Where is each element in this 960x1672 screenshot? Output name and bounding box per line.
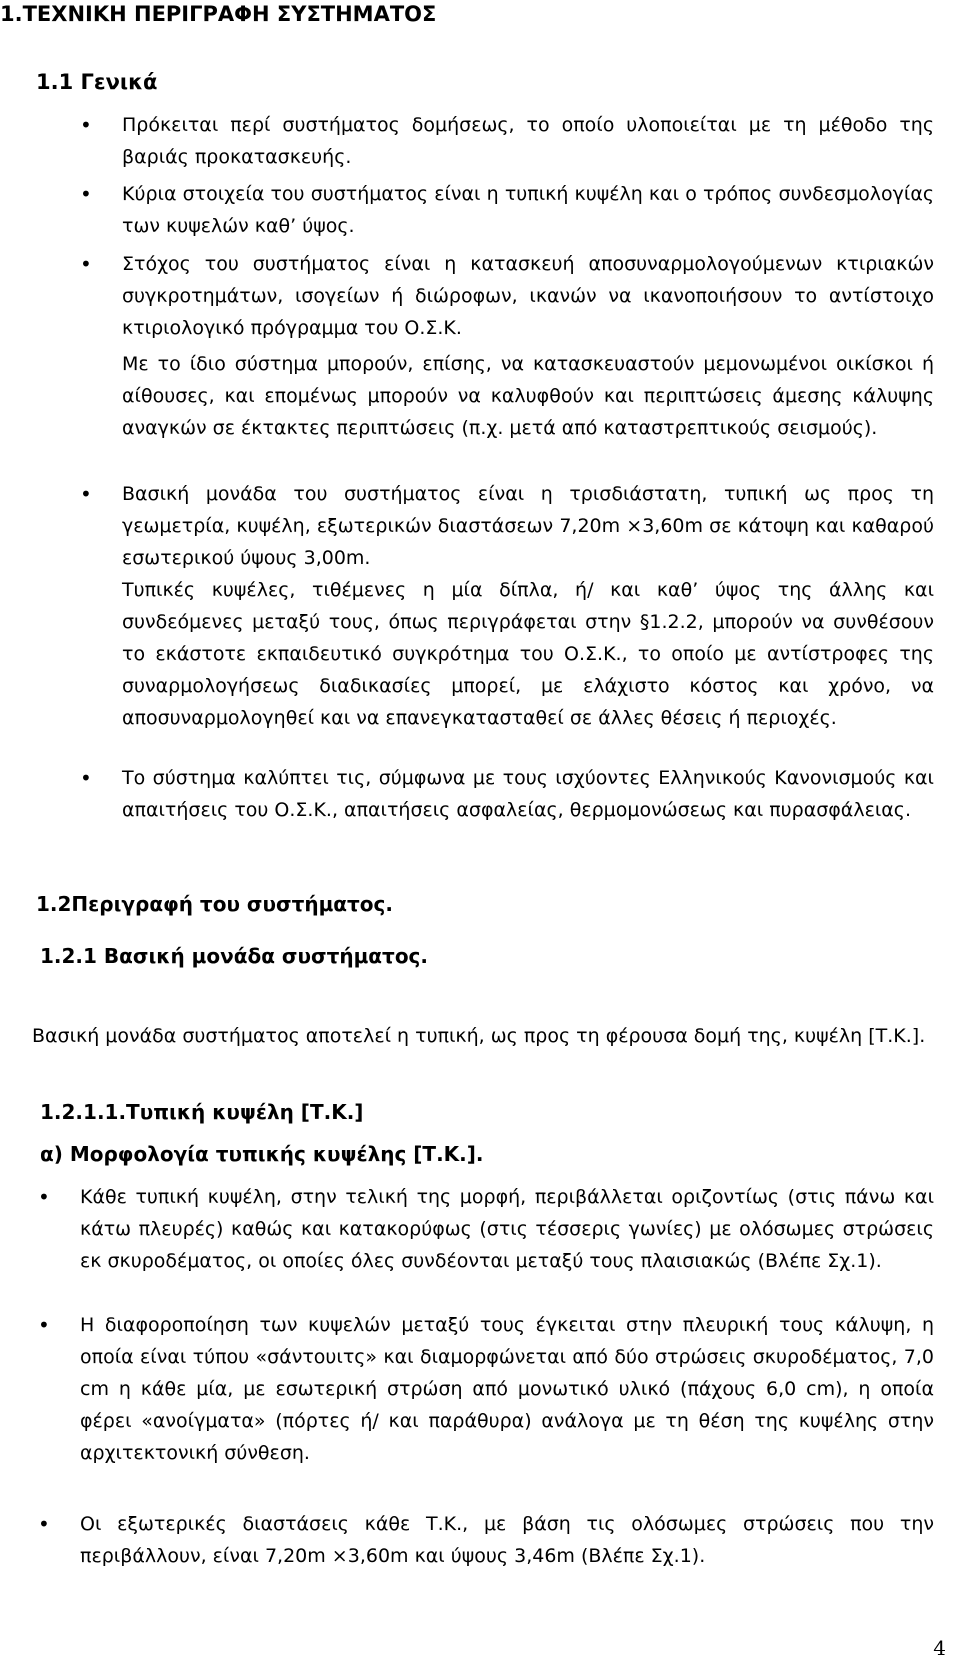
paragraph-general-2: Κύρια στοιχεία του συστήματος είναι η τυπική κυψέλη και ο τρόπος συνδεσμολογίας των κυψελών καθ’ ύψος. [122, 183, 934, 237]
page-number: 4 [933, 1636, 946, 1660]
heading-cell-morphology: α) Μορφολογία τυπικής κυψέλης [Τ.Κ.]. [40, 1142, 484, 1166]
paragraph-general-1: Πρόκειται περί συστήματος δομήσεως, το οποίο υλοποιείται με τη μέθοδο της βαριάς προκατασκευής. [122, 114, 934, 168]
paragraph-morphology-2: Η διαφοροποίηση των κυψελών μεταξύ τους έγκειται στην πλευρική τους κάλυψη, η οποία είναι τύπου «σάντουιτς» και διαμορφώνεται από δύο στρώσεις σκυροδέματος, 7,0 cm η κάθε μία, με εσωτερική στρώση από μονωτικό υλικό (πάχους 6,0 cm), η οποία φέρει «ανοίγματα» (πόρτες ή/ και παράθυρα) ανάλογα με τη θέση της κυψέλης στην αρχιτεκτονική σύνθεση. [80, 1314, 934, 1464]
bullet-marker: • [80, 113, 92, 137]
paragraph-morphology-1: Κάθε τυπική κυψέλη, στην τελική της μορφή, περιβάλλεται οριζοντίως (στις πάνω και κάτω πλευρές) καθώς και κατακορύφως (στις τέσσερις γωνίες) με ολόσωμες στρώσεις εκ σκυροδέματος, οι οποίες όλες συνδέονται μεταξύ τους πλαισιακώς (Βλέπε Σχ.1). [80, 1186, 934, 1272]
bullet-marker: • [38, 1185, 50, 1209]
heading-typical-cell: 1.2.1.1.Τυπική κυψέλη [Τ.Κ.] [40, 1100, 364, 1124]
heading-basic-unit: 1.2.1 Βασική μονάδα συστήματος. [40, 944, 429, 968]
bullet-marker: • [80, 766, 92, 790]
heading-general: 1.1 Γενικά [36, 70, 158, 94]
paragraph-general-4: Βασική μονάδα του συστήματος είναι η τρισδιάστατη, τυπική ως προς τη γεωμετρία, κυψέλη, εξωτερικών διαστάσεων 7,20m ×3,60m σε κάτοψη και καθαρού εσωτερικού ύψους 3,00m. [122, 483, 934, 569]
paragraph-general-3: Στόχος του συστήματος είναι η κατασκευή αποσυναρμολογούμενων κτιριακών συγκροτημάτων, ισογείων ή διώροφων, ικανών να ικανοποιήσουν το αντίστοιχο κτιριολογικό πρόγραμμα του Ο.Σ.Κ. [122, 253, 934, 339]
bullet-marker: • [38, 1512, 50, 1536]
heading-system-description: 1.2Περιγραφή του συστήματος. [36, 892, 393, 916]
paragraph-morphology-3: Οι εξωτερικές διαστάσεις κάθε Τ.Κ., με βάση τις ολόσωμες στρώσεις που την περιβάλλουν, είναι 7,20m ×3,60m και ύψους 3,46m (Βλέπε Σχ.1). [80, 1513, 934, 1567]
bullet-marker: • [80, 182, 92, 206]
paragraph-general-4b: Τυπικές κυψέλες, τιθέμενες η μία δίπλα, ή/ και καθ’ ύψος της άλλης και συνδεόμενες μεταξύ τους, όπως περιγράφεται στην §1.2.2, μπορούν να συνθέσουν το εκάστοτε εκπαιδευτικό συγκρότημα του Ο.Σ.Κ., το οποίο με αντίστροφες της συναρμολογήσεως διαδικασίες μπορεί, με ελάχιστο κόστος και χρόνο, να αποσυναρμολογηθεί και να επανεγκατασταθεί σε άλλες θέσεις ή περιοχές. [122, 579, 934, 729]
bullet-marker: • [80, 482, 92, 506]
paragraph-general-3b: Με το ίδιο σύστημα μπορούν, επίσης, να κατασκευαστούν μεμονωμένοι οικίσκοι ή αίθουσες, και επομένως μπορούν να καλυφθούν και περιπτώσεις άμεσης κάλυψης αναγκών σε έκτακτες περιπτώσεις (π.χ. μετά από καταστρεπτικούς σεισμούς). [122, 353, 934, 439]
paragraph-basic-unit: Βασική μονάδα συστήματος αποτελεί η τυπική, ως προς τη φέρουσα δομή της, κυψέλη [Τ.Κ.]. [32, 1025, 926, 1047]
bullet-marker: • [80, 252, 92, 276]
paragraph-general-5: Το σύστημα καλύπτει τις, σύμφωνα με τους ισχύοντες Ελληνικούς Κανονισμούς και απαιτήσεις του Ο.Σ.Κ., απαιτήσεις ασφαλείας, θερμομονώσεως και πυρασφάλειας. [122, 767, 934, 821]
heading-technical-description: 1.ΤΕΧΝΙΚΗ ΠΕΡΙΓΡΑΦΗ ΣΥΣΤΗΜΑΤΟΣ [0, 2, 437, 26]
bullet-marker: • [38, 1313, 50, 1337]
